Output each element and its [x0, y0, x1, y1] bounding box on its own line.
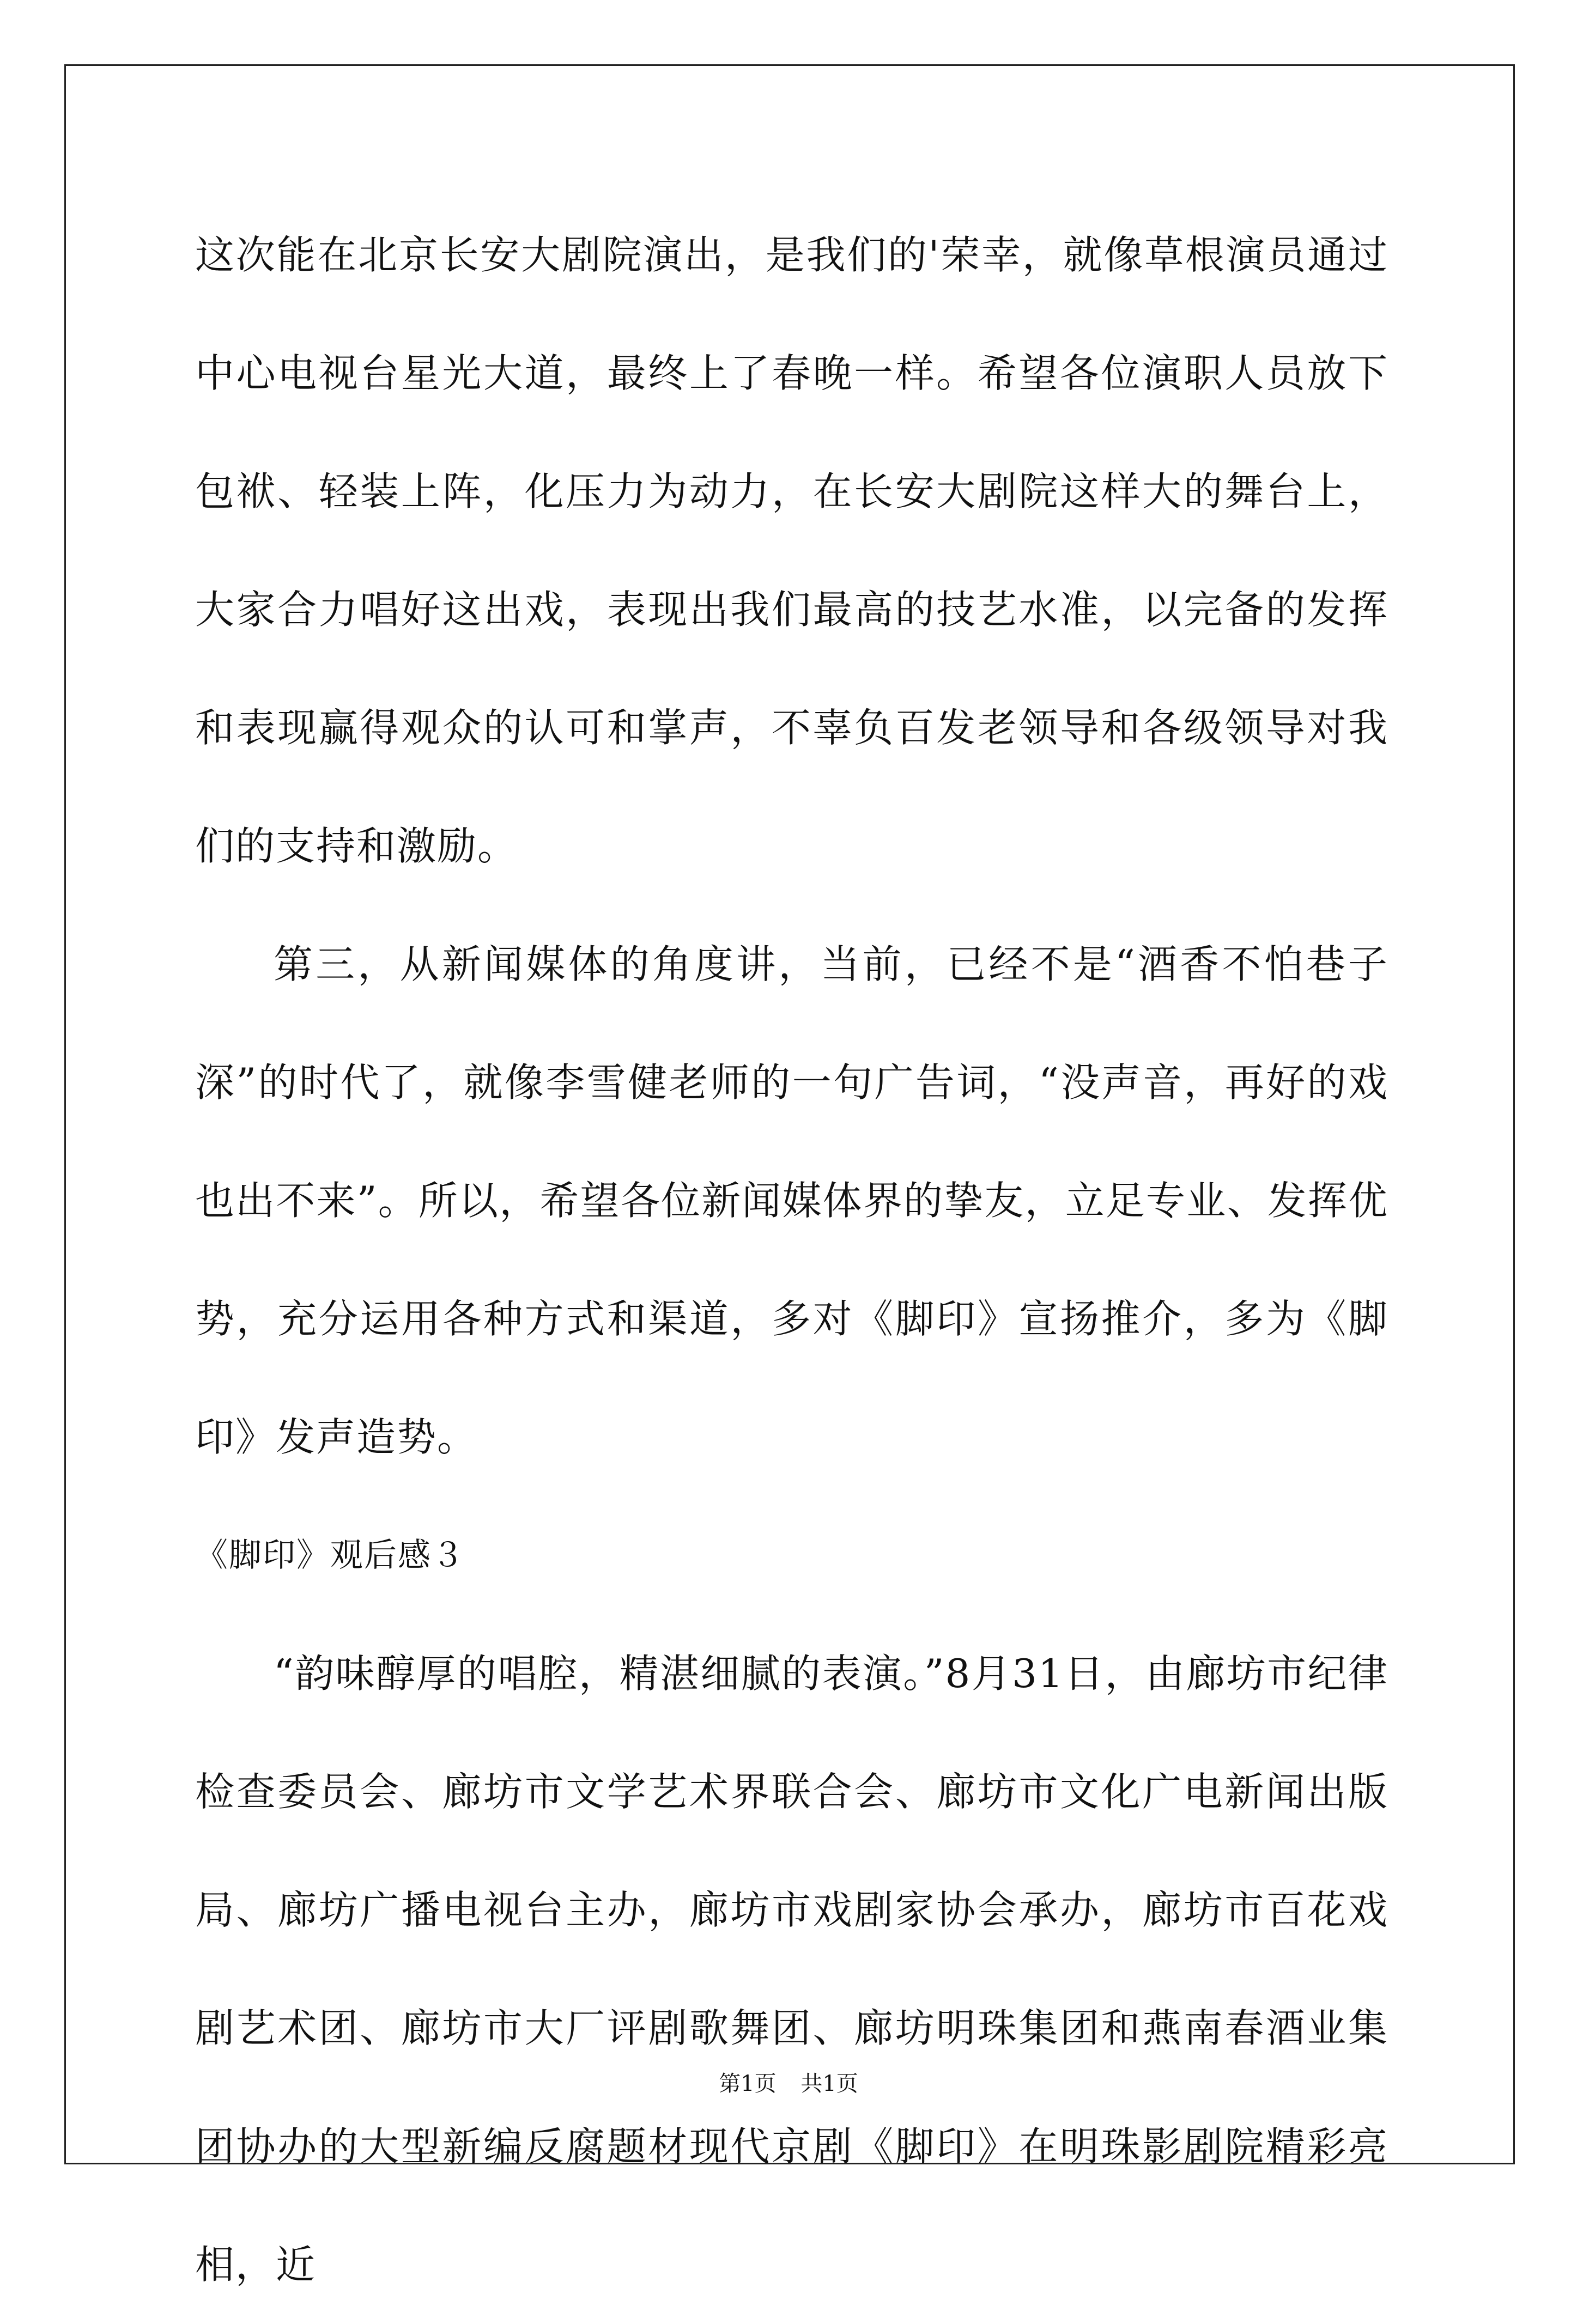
paragraph-1: 这次能在北京长安大剧院演出，是我们的'荣幸，就像草根演员通过中心电视台星光大道，最终上了春晚一样。希望各位演职人员放下包袱、轻装上阵，化压力为动力，在长安大剧院这样大的舞台上，大家合力唱好这出戏，表现出我们最高的技艺水准，以完备的发挥和表现赢得观众的认可和掌声，不辜负百发老领导和各级领导对我们的支持和激励。 [195, 232, 1388, 869]
document-body [195, 196, 1388, 2324]
page-total: 共1页 [800, 2071, 858, 2096]
page-footer [0, 2067, 1577, 2100]
paragraph-3: “韵味醇厚的唱腔，精湛细腻的表演。”8月31日，由廊坊市纪律检查委员会、廊坊市文学艺术界联合会、廊坊市文化广电新闻出版局、廊坊广播电视台主办，廊坊市戏剧家协会承办，廊坊市百花戏剧艺术团、廊坊市大厂评剧歌舞团、廊坊明珠集团和燕南春酒业集团协办的大型新编反腐题材现代京剧《脚印》在明珠影剧院精彩亮相，近 [195, 1651, 1388, 2288]
page-number: 第1页 [719, 2071, 777, 2096]
paragraph-2: 第三，从新闻媒体的角度讲，当前，已经不是“酒香不怕巷子深”的时代了，就像李雪健老师的一句广告词，“没声音，再好的戏也出不来”。所以，希望各位新闻媒体界的挚友，立足专业、发挥优势，充分运用各种方式和渠道，多对《脚印》宣扬推介，多为《脚印》发声造势。 [195, 941, 1388, 1460]
section-heading: 《脚印》观后感３ [195, 1536, 465, 1574]
